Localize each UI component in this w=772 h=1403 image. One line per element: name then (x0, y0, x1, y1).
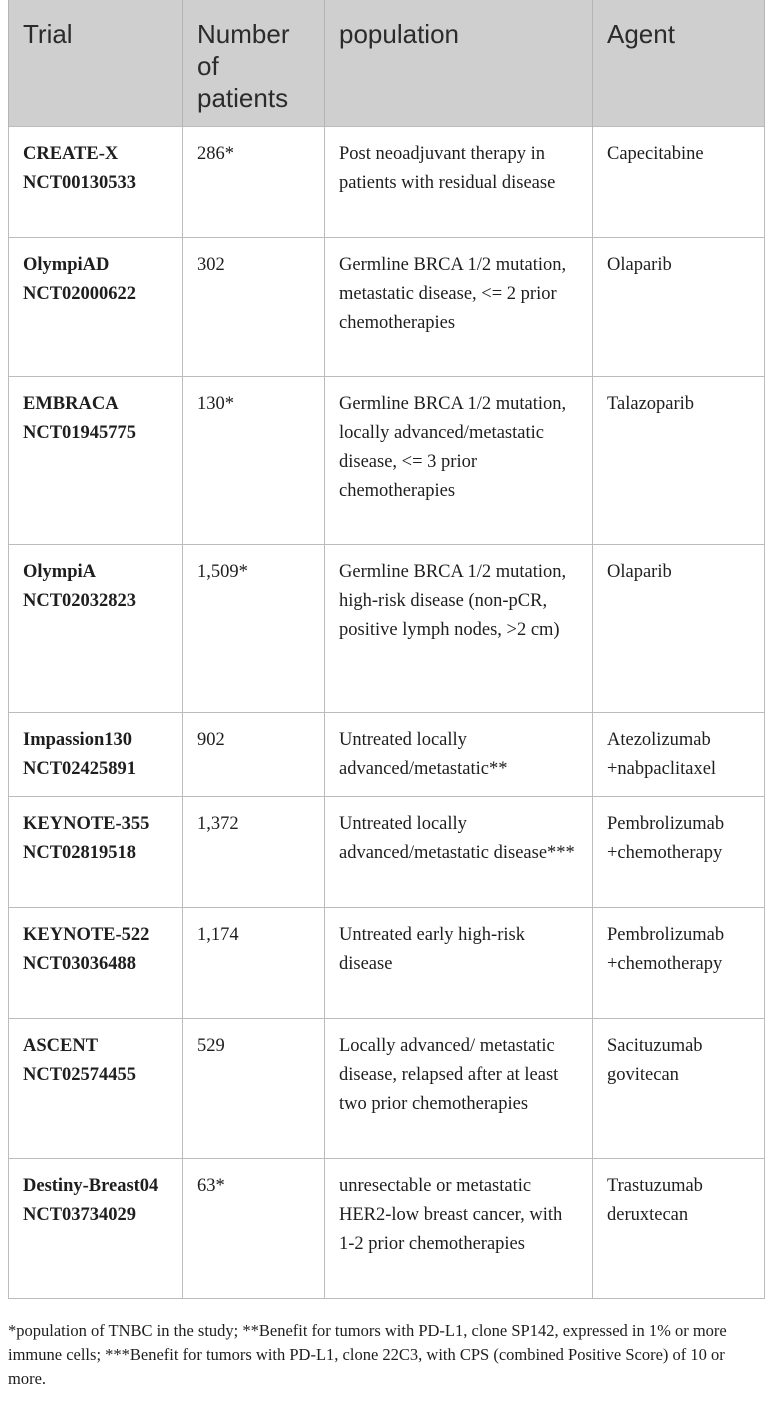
cell-agent: Sacituzumab govitecan (593, 1018, 765, 1158)
cell-patients: 1,174 (183, 907, 325, 1018)
cell-agent: Talazoparib (593, 376, 765, 544)
cell-trial (9, 796, 183, 907)
header-agent: Agent (593, 0, 765, 126)
cell-trial (9, 907, 183, 1018)
table-row (9, 796, 765, 907)
trial-id: NCT02000622 (23, 283, 137, 304)
cell-agent: Capecitabine (593, 126, 765, 237)
cell-population: Untreated locally advanced/metastatic disease*** (325, 796, 593, 907)
trial-id: NCT01945775 (23, 422, 137, 443)
trial-id: NCT00130533 (23, 172, 137, 193)
cell-agent: Atezolizumab +nabpaclitaxel (593, 712, 765, 796)
cell-trial (9, 237, 183, 376)
cell-trial (9, 126, 183, 237)
cell-population: Germline BRCA 1/2 mutation, high-risk disease (non-pCR, positive lymph nodes, >2 cm) (325, 544, 593, 712)
cell-agent: Olaparib (593, 544, 765, 712)
cell-population: Locally advanced/ metastatic disease, relapsed after at least two prior chemotherapies (325, 1018, 593, 1158)
table-row (9, 376, 765, 544)
cell-patients: 286* (183, 126, 325, 237)
cell-population: Untreated early high-risk disease (325, 907, 593, 1018)
table-row (9, 544, 765, 712)
cell-trial (9, 712, 183, 796)
header-trial: Trial (9, 0, 183, 126)
cell-population: Germline BRCA 1/2 mutation, locally advanced/metastatic disease, <= 3 prior chemotherapies (325, 376, 593, 544)
table-row (9, 712, 765, 796)
trial-id: NCT03036488 (23, 953, 137, 974)
cell-patients: 902 (183, 712, 325, 796)
trial-id: NCT02819518 (23, 842, 137, 863)
trial-id: NCT02574455 (23, 1064, 137, 1085)
trial-name: Destiny-Breast04 (23, 1175, 159, 1196)
trial-id: NCT02425891 (23, 758, 137, 779)
cell-trial (9, 376, 183, 544)
trials-table (8, 0, 765, 1299)
cell-population: Untreated locally advanced/metastatic** (325, 712, 593, 796)
trial-name: ASCENT (23, 1035, 99, 1056)
cell-agent: Pembrolizumab +chemotherapy (593, 796, 765, 907)
cell-trial (9, 1018, 183, 1158)
cell-patients: 1,372 (183, 796, 325, 907)
table-row (9, 237, 765, 376)
cell-agent: Trastuzumab deruxtecan (593, 1158, 765, 1298)
header-number-of-patients: Number of patients (183, 0, 325, 126)
cell-agent: Pembrolizumab +chemotherapy (593, 907, 765, 1018)
trial-id: NCT02032823 (23, 590, 137, 611)
table-row (9, 1018, 765, 1158)
table-header (9, 0, 765, 126)
header-population: population (325, 0, 593, 126)
trial-name: EMBRACA (23, 393, 119, 414)
header-row (9, 0, 765, 126)
cell-patients: 63* (183, 1158, 325, 1298)
cell-agent: Olaparib (593, 237, 765, 376)
cell-patients: 130* (183, 376, 325, 544)
cell-population: Post neoadjuvant therapy in patients with residual disease (325, 126, 593, 237)
trial-name: CREATE-X (23, 143, 119, 164)
cell-population: unresectable or metastatic HER2-low breast cancer, with 1-2 prior chemotherapies (325, 1158, 593, 1298)
table-footnote: *population of TNBC in the study; **Benefit for tumors with PD-L1, clone SP142, expressed in 1% or more immune cells; ***Benefit for tumors with PD-L1, clone 22C3, with CPS (combined Positive Score) of 10 or more. (8, 1321, 727, 1388)
trial-id: NCT03734029 (23, 1204, 137, 1225)
table-row (9, 907, 765, 1018)
table-row (9, 126, 765, 237)
trial-name: OlympiAD (23, 254, 110, 275)
cell-population: Germline BRCA 1/2 mutation, metastatic disease, <= 2 prior chemotherapies (325, 237, 593, 376)
cell-patients: 529 (183, 1018, 325, 1158)
cell-trial (9, 544, 183, 712)
trial-name: KEYNOTE-522 (23, 924, 150, 945)
cell-trial (9, 1158, 183, 1298)
table-body (9, 126, 765, 1298)
cell-patients: 302 (183, 237, 325, 376)
trials-table-container (8, 0, 764, 1299)
cell-patients: 1,509* (183, 544, 325, 712)
table-row (9, 1158, 765, 1298)
trial-name: KEYNOTE-355 (23, 813, 150, 834)
trial-name: OlympiA (23, 561, 96, 582)
trial-name: Impassion130 (23, 729, 132, 750)
